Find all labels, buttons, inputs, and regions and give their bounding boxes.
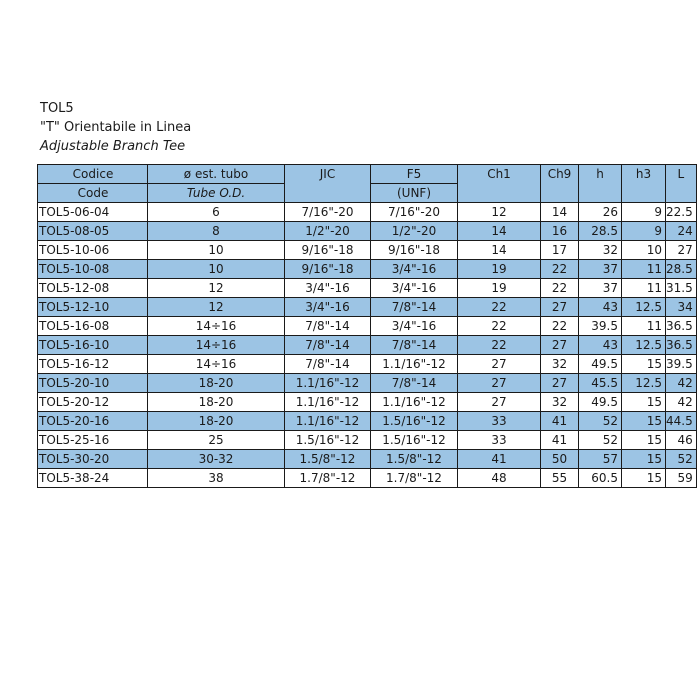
header-code-en: Code [38,184,148,203]
table-row [38,450,697,469]
header-h3: h3 [622,165,666,203]
cell-ch9: 27 [541,298,579,317]
cell-ch1: 33 [458,431,541,450]
cell-ch1: 48 [458,469,541,488]
cell-h3: 12.5 [622,298,666,317]
cell-od: 14÷16 [148,355,285,374]
cell-ch9: 22 [541,279,579,298]
title-italian: "T" Orientabile in Linea [40,120,192,135]
cell-od: 14÷16 [148,317,285,336]
cell-h3: 12.5 [622,336,666,355]
cell-ch1: 14 [458,241,541,260]
cell-ch9: 16 [541,222,579,241]
cell-ch1: 19 [458,279,541,298]
header-f5: F5 [371,165,458,184]
table-row [38,431,697,450]
cell-ch9: 27 [541,374,579,393]
cell-h3: 15 [622,469,666,488]
cell-ch1: 41 [458,450,541,469]
cell-h: 39.5 [579,317,622,336]
table-row [38,241,697,260]
table-row [38,279,697,298]
title-english: Adjustable Branch Tee [40,139,186,154]
cell-f5: 1.1/16"-12 [371,355,458,374]
cell-h: 52 [579,412,622,431]
cell-ch9: 27 [541,336,579,355]
cell-ch1: 22 [458,298,541,317]
cell-h: 49.5 [579,355,622,374]
cell-ch9: 50 [541,450,579,469]
cell-jic: 1.5/16"-12 [285,431,371,450]
cell-jic: 1.1/16"-12 [285,393,371,412]
cell-jic: 7/8"-14 [285,336,371,355]
cell-f5: 7/8"-14 [371,298,458,317]
cell-code: TOL5-16-12 [38,355,148,374]
cell-code: TOL5-08-05 [38,222,148,241]
header-row-1 [38,165,697,184]
cell-h3: 10 [622,241,666,260]
cell-l: 42 [666,393,697,412]
table-row [38,317,697,336]
product-code: TOL5 [40,101,74,116]
cell-code: TOL5-30-20 [38,450,148,469]
cell-ch1: 22 [458,317,541,336]
cell-l: 46 [666,431,697,450]
cell-od: 18-20 [148,412,285,431]
cell-l: 36.5 [666,336,697,355]
cell-h3: 12.5 [622,374,666,393]
cell-l: 31.5 [666,279,697,298]
cell-ch1: 14 [458,222,541,241]
cell-f5: 3/4"-16 [371,260,458,279]
cell-h: 28.5 [579,222,622,241]
cell-ch9: 32 [541,355,579,374]
table-row [38,336,697,355]
table-row [38,412,697,431]
cell-od: 6 [148,203,285,222]
cell-ch1: 33 [458,412,541,431]
cell-f5: 7/16"-20 [371,203,458,222]
cell-code: TOL5-16-10 [38,336,148,355]
cell-f5: 7/8"-14 [371,374,458,393]
header-h: h [579,165,622,203]
spec-table [37,164,697,488]
cell-jic: 9/16"-18 [285,241,371,260]
cell-code: TOL5-16-08 [38,317,148,336]
cell-l: 34 [666,298,697,317]
header-l: L [666,165,697,203]
cell-h: 32 [579,241,622,260]
cell-code: TOL5-20-16 [38,412,148,431]
cell-code: TOL5-06-04 [38,203,148,222]
cell-ch1: 12 [458,203,541,222]
cell-h: 57 [579,450,622,469]
cell-od: 10 [148,241,285,260]
cell-h: 37 [579,260,622,279]
cell-jic: 3/4"-16 [285,298,371,317]
cell-jic: 1.1/16"-12 [285,374,371,393]
table-row [38,298,697,317]
cell-ch1: 27 [458,355,541,374]
cell-ch1: 27 [458,393,541,412]
cell-jic: 7/8"-14 [285,355,371,374]
cell-f5: 3/4"-16 [371,279,458,298]
cell-h3: 15 [622,355,666,374]
table-row [38,260,697,279]
table-row [38,203,697,222]
table-row [38,222,697,241]
cell-code: TOL5-12-10 [38,298,148,317]
cell-f5: 3/4"-16 [371,317,458,336]
cell-jic: 1/2"-20 [285,222,371,241]
header-f5-unf: (UNF) [371,184,458,203]
cell-f5: 1.5/16"-12 [371,412,458,431]
cell-h: 43 [579,298,622,317]
cell-h: 43 [579,336,622,355]
cell-f5: 7/8"-14 [371,336,458,355]
table-body [38,203,697,488]
table-row [38,469,697,488]
cell-code: TOL5-20-10 [38,374,148,393]
cell-code: TOL5-20-12 [38,393,148,412]
cell-od: 12 [148,279,285,298]
cell-h: 26 [579,203,622,222]
cell-od: 14÷16 [148,336,285,355]
cell-od: 38 [148,469,285,488]
cell-ch1: 27 [458,374,541,393]
cell-f5: 1.1/16"-12 [371,393,458,412]
header-od-it: ø est. tubo [148,165,285,184]
table-row [38,374,697,393]
cell-h3: 9 [622,203,666,222]
cell-jic: 1.7/8"-12 [285,469,371,488]
cell-l: 22.5 [666,203,697,222]
cell-h: 49.5 [579,393,622,412]
cell-ch9: 22 [541,260,579,279]
cell-od: 18-20 [148,393,285,412]
document-heading [40,99,191,156]
cell-ch9: 17 [541,241,579,260]
cell-od: 12 [148,298,285,317]
cell-h: 60.5 [579,469,622,488]
cell-f5: 1/2"-20 [371,222,458,241]
cell-od: 25 [148,431,285,450]
cell-jic: 1.1/16"-12 [285,412,371,431]
cell-h3: 15 [622,393,666,412]
cell-f5: 9/16"-18 [371,241,458,260]
cell-ch9: 41 [541,412,579,431]
cell-l: 24 [666,222,697,241]
cell-code: TOL5-25-16 [38,431,148,450]
header-code-it: Codice [38,165,148,184]
cell-h3: 15 [622,450,666,469]
cell-jic: 9/16"-18 [285,260,371,279]
cell-code: TOL5-12-08 [38,279,148,298]
cell-jic: 3/4"-16 [285,279,371,298]
cell-l: 44.5 [666,412,697,431]
cell-ch9: 55 [541,469,579,488]
cell-jic: 1.5/8"-12 [285,450,371,469]
cell-ch1: 19 [458,260,541,279]
cell-l: 27 [666,241,697,260]
cell-od: 10 [148,260,285,279]
cell-code: TOL5-10-08 [38,260,148,279]
cell-f5: 1.7/8"-12 [371,469,458,488]
cell-jic: 7/16"-20 [285,203,371,222]
cell-h3: 11 [622,260,666,279]
cell-od: 8 [148,222,285,241]
cell-code: TOL5-38-24 [38,469,148,488]
cell-ch9: 41 [541,431,579,450]
cell-h3: 11 [622,317,666,336]
table-row [38,393,697,412]
header-od-en: Tube O.D. [148,184,285,203]
cell-l: 52 [666,450,697,469]
table-row [38,355,697,374]
cell-od: 18-20 [148,374,285,393]
cell-l: 36.5 [666,317,697,336]
header-ch9: Ch9 [541,165,579,203]
cell-l: 39.5 [666,355,697,374]
header-ch1: Ch1 [458,165,541,203]
header-jic: JIC [285,165,371,203]
cell-h: 37 [579,279,622,298]
cell-l: 42 [666,374,697,393]
cell-l: 28.5 [666,260,697,279]
cell-f5: 1.5/8"-12 [371,450,458,469]
cell-h3: 9 [622,222,666,241]
cell-od: 30-32 [148,450,285,469]
cell-ch9: 32 [541,393,579,412]
cell-ch1: 22 [458,336,541,355]
cell-h: 45.5 [579,374,622,393]
cell-h3: 15 [622,431,666,450]
cell-f5: 1.5/16"-12 [371,431,458,450]
cell-code: TOL5-10-06 [38,241,148,260]
cell-ch9: 22 [541,317,579,336]
cell-jic: 7/8"-14 [285,317,371,336]
cell-h3: 15 [622,412,666,431]
cell-l: 59 [666,469,697,488]
cell-ch9: 14 [541,203,579,222]
cell-h: 52 [579,431,622,450]
cell-h3: 11 [622,279,666,298]
